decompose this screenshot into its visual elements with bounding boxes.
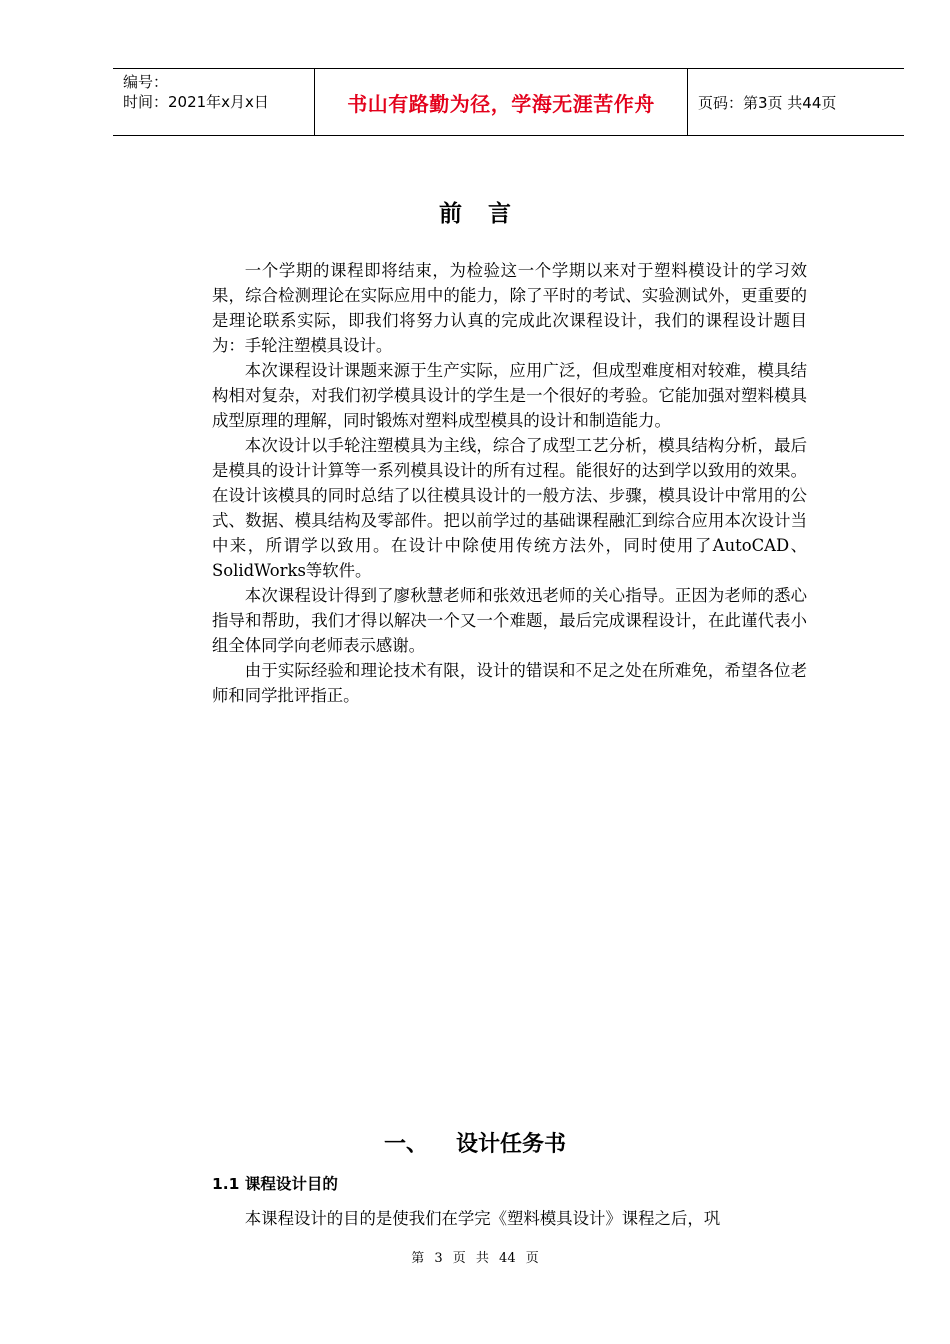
page-footer: 第 3 页 共 44 页 [411,1251,539,1266]
preface-paragraph: 由于实际经验和理论技术有限，设计的错误和不足之处在所难免，希望各位老师和同学批评指正。 [212,661,807,705]
chapter-title: 设计任务书 [456,1132,567,1157]
preface-paragraph: 本次课程设计课题来源于生产实际，应用广泛，但成型难度相对较难，模具结构相对复杂，对我们初学模具设计的学生是一个很好的考验。它能加强对塑料模具成型原理的理解，同时锻炼对塑料成型模具的设计和制造能力。 [212,361,807,430]
preface-paragraph: 本次课程设计得到了廖秋慧老师和张效迅老师的关心指导。正因为老师的悉心指导和帮助，我们才得以解决一个又一个难题，最后完成课程设计，在此谨代表小组全体同学向老师表示感谢。 [212,586,807,655]
header-motto: 书山有路勤为径，学海无涯苦作舟 [315,69,688,135]
preface-paragraph: 一个学期的课程即将结束，为检验这一个学期以来对于塑料模设计的学习效果，综合检测理论在实际应用中的能力，除了平时的考试、实验测试外，更重要的是理论联系实际，即我们将努力认真的完成此次课程设计，我们的课程设计题目为：手轮注塑模具设计。 [212,261,807,355]
section-paragraph: 本课程设计的目的是使我们在学完《塑料模具设计》课程之后，巩 [244,1209,721,1228]
header-table [113,68,904,136]
chapter-heading [0,1127,950,1158]
header-info-cell [113,69,315,135]
section-body [212,1206,807,1231]
preface-body [212,258,807,708]
preface-title: 前言 [439,200,537,227]
chapter-number: 一、 [383,1132,428,1157]
document-time-label: 时间：2021年x月x日 [123,93,269,111]
preface-paragraph: 本次设计以手轮注塑模具为主线，综合了成型工艺分析，模具结构分析，最后是模具的设计计算等一系列模具设计的所有过程。能很好的达到学以致用的效果。在设计该模具的同时总结了以往模具设计的一般方法、步骤，模具设计中常用的公式、数据、模具结构及零部件。把以前学过的基础课程融汇到综合应用本次设计当中来，所谓学以致用。在设计中除使用传统方法外，同时使用了AutoCAD、SolidWorks等软件。 [212,436,807,580]
section-title: 1.1 课程设计目的 [212,1175,338,1193]
document-number-label: 编号： [123,73,169,91]
header-page-info: 页码：第3页 共44页 [698,93,837,112]
